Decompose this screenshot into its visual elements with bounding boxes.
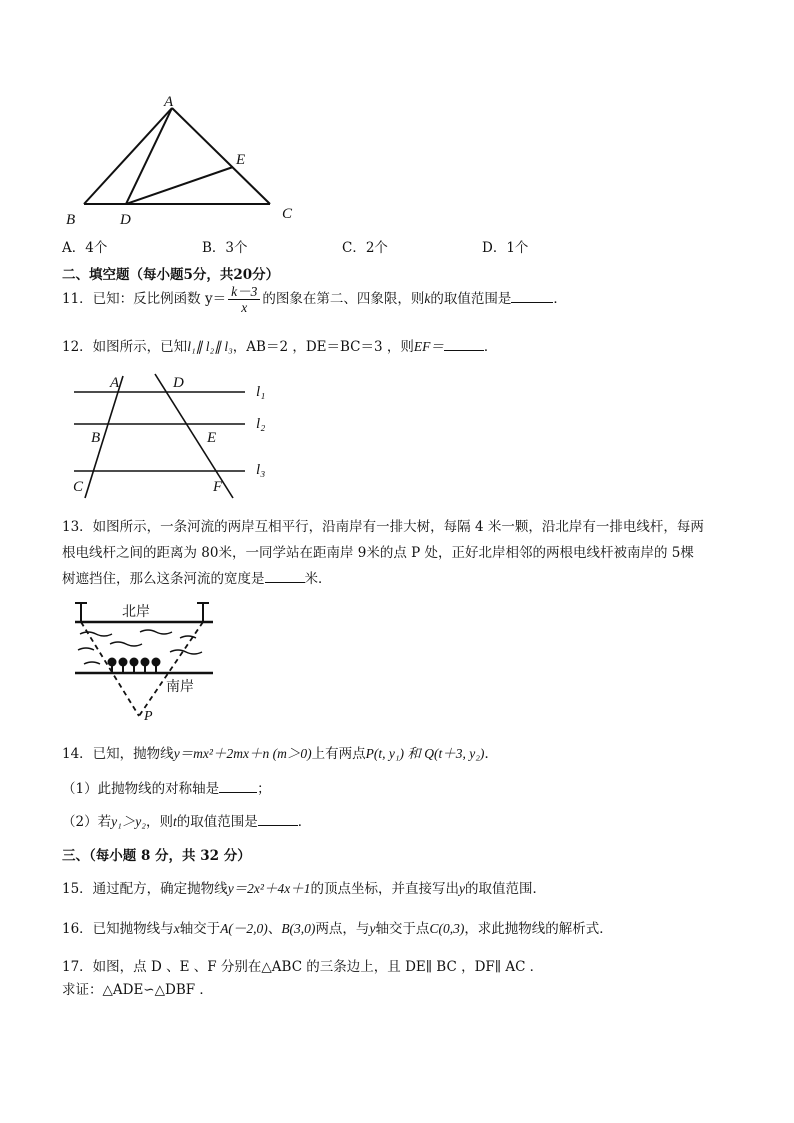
label-l2: l₂ — [256, 416, 266, 432]
q15-text: 15．通过配方，确定抛物线 — [62, 881, 228, 897]
label-south-bank: 南岸 — [166, 679, 194, 695]
q12-end: ． — [483, 339, 498, 355]
label-l3: l₃ — [256, 462, 266, 478]
q14-text-2: 上有两点 — [311, 746, 366, 762]
q11-denominator: x — [241, 300, 248, 315]
q14-text: 14．已知，抛物线 — [62, 746, 174, 762]
q11-text: 11．已知：反比例函数 y＝ — [62, 291, 227, 307]
q14-p2-condition: y₁＞y₂ — [111, 814, 146, 829]
q16-point-c: C(0,3) — [429, 921, 465, 936]
parallel-lines-figure-q12 — [60, 368, 290, 503]
q12-relation: l₁∥ l₂∥ l₃ — [187, 339, 233, 354]
question-15 — [62, 877, 546, 897]
label-e: E — [207, 430, 217, 446]
question-16 — [62, 917, 613, 937]
q14-p2-text: （2）若 — [62, 814, 112, 830]
q11-numerator: k－3 — [228, 284, 260, 300]
question-12 — [62, 335, 497, 355]
q10-option-a: A．4个 — [62, 240, 108, 256]
q16-sep: 、 — [267, 921, 282, 937]
q10-option-b: B．3个 — [202, 240, 248, 256]
label-c: C — [282, 206, 293, 222]
q14-end: ． — [484, 746, 498, 762]
q15-text-3: 的取值范围． — [464, 881, 546, 897]
q11-fraction — [228, 284, 260, 315]
q11-text-2: 的图象在第二、四象限，则 — [262, 291, 425, 307]
q13-text: 树遮挡住，那么这条河流的宽度是 — [62, 571, 265, 587]
q17-line-2: 求证：△ADE∽△DBF ． — [62, 982, 213, 998]
label-e: E — [236, 152, 246, 168]
river-figure-q13 — [70, 598, 220, 723]
q16-text-3: 两点，与 — [315, 921, 370, 937]
label-north-bank: 北岸 — [122, 604, 150, 620]
q14-p2-answer-blank[interactable] — [258, 813, 298, 826]
label-l1: l₁ — [256, 384, 266, 400]
label-a: A — [110, 375, 120, 391]
q11-var: k — [424, 291, 431, 306]
label-p: P — [144, 709, 153, 723]
label-a: A — [164, 94, 174, 110]
label-b: B — [91, 430, 101, 446]
q14-p2-text-3: 的取值范围是 — [176, 814, 258, 830]
q16-text-2: 轴交于 — [179, 921, 221, 937]
q10-option-d: D．1个 — [482, 240, 529, 256]
q13-line-1: 13．如图所示，一条河流的两岸互相平行，沿南岸有一排大树，每隔 4 米一颗，沿北岸有一排电线杆，每两 — [62, 519, 704, 535]
q16-text-4: 轴交于点 — [375, 921, 430, 937]
q13-line-2: 根电线杆之间的距离为 80米，一同学站在距南岸 9米的点 P 处，正好北岸相邻的两根电线杆被南岸的 5棵 — [62, 545, 694, 561]
q14-p1-end: ； — [257, 781, 271, 797]
q16-text: 16．已知抛物线与 — [62, 921, 174, 937]
q14-part-1 — [62, 777, 271, 797]
q11-text-3: 的取值范围是 — [430, 291, 512, 307]
q14-part-2 — [62, 810, 311, 830]
q16-point-b: B(3,0) — [281, 921, 316, 936]
q16-y: y — [369, 921, 376, 936]
q15-var: y — [458, 881, 465, 896]
label-f: F — [213, 479, 223, 495]
q14-p1-text: （1）此抛物线的对称轴是 — [62, 781, 220, 797]
q16-point-a: A(－2,0) — [220, 921, 268, 936]
triangle-figure-q10 — [60, 92, 310, 232]
q13-end: 米． — [304, 571, 332, 587]
q11-end: ． — [553, 291, 567, 307]
q12-answer-blank[interactable] — [444, 338, 484, 351]
q12-text: 12．如图所示，已知 — [62, 339, 188, 355]
label-d: D — [120, 212, 131, 228]
question-11 — [62, 284, 567, 315]
q11-answer-blank[interactable] — [511, 290, 553, 303]
q14-p2-var: t — [172, 814, 177, 829]
label-b: B — [66, 212, 76, 228]
q13-line-3 — [62, 567, 332, 587]
label-d: D — [173, 375, 184, 391]
q14-p1-answer-blank[interactable] — [219, 780, 257, 793]
q14-points: P(t, y₁) 和 Q(t＋3, y₂) — [365, 746, 485, 761]
q14-equation: y＝mx²＋2mx＋n (m＞0) — [173, 746, 312, 761]
q12-condition: ，AB＝2 ，DE＝BC＝3 ，则 — [232, 339, 414, 355]
q12-ask: EF＝ — [413, 339, 444, 354]
q16-text-5: ，求此抛物线的解析式． — [464, 921, 613, 937]
q15-text-2: 的顶点坐标，并直接写出 — [310, 881, 459, 897]
label-c: C — [73, 479, 84, 495]
q15-equation: y＝2x²＋4x＋1 — [227, 881, 311, 896]
q14-p2-end: ． — [297, 814, 312, 830]
question-14 — [62, 742, 498, 762]
section-2-heading: 二、填空题（每小题5分，共20分） — [62, 267, 280, 283]
q10-option-c: C．2个 — [342, 240, 388, 256]
section-3-heading: 三、（每小题 8 分，共 32 分） — [62, 848, 251, 864]
q17-line-1: 17．如图，点 D 、E 、F 分别在△ABC 的三条边上，且 DE∥ BC ，DF∥ AC ． — [62, 959, 544, 975]
q13-answer-blank[interactable] — [265, 570, 305, 583]
q16-x: x — [173, 921, 180, 936]
q14-p2-text-2: ，则 — [145, 814, 173, 830]
